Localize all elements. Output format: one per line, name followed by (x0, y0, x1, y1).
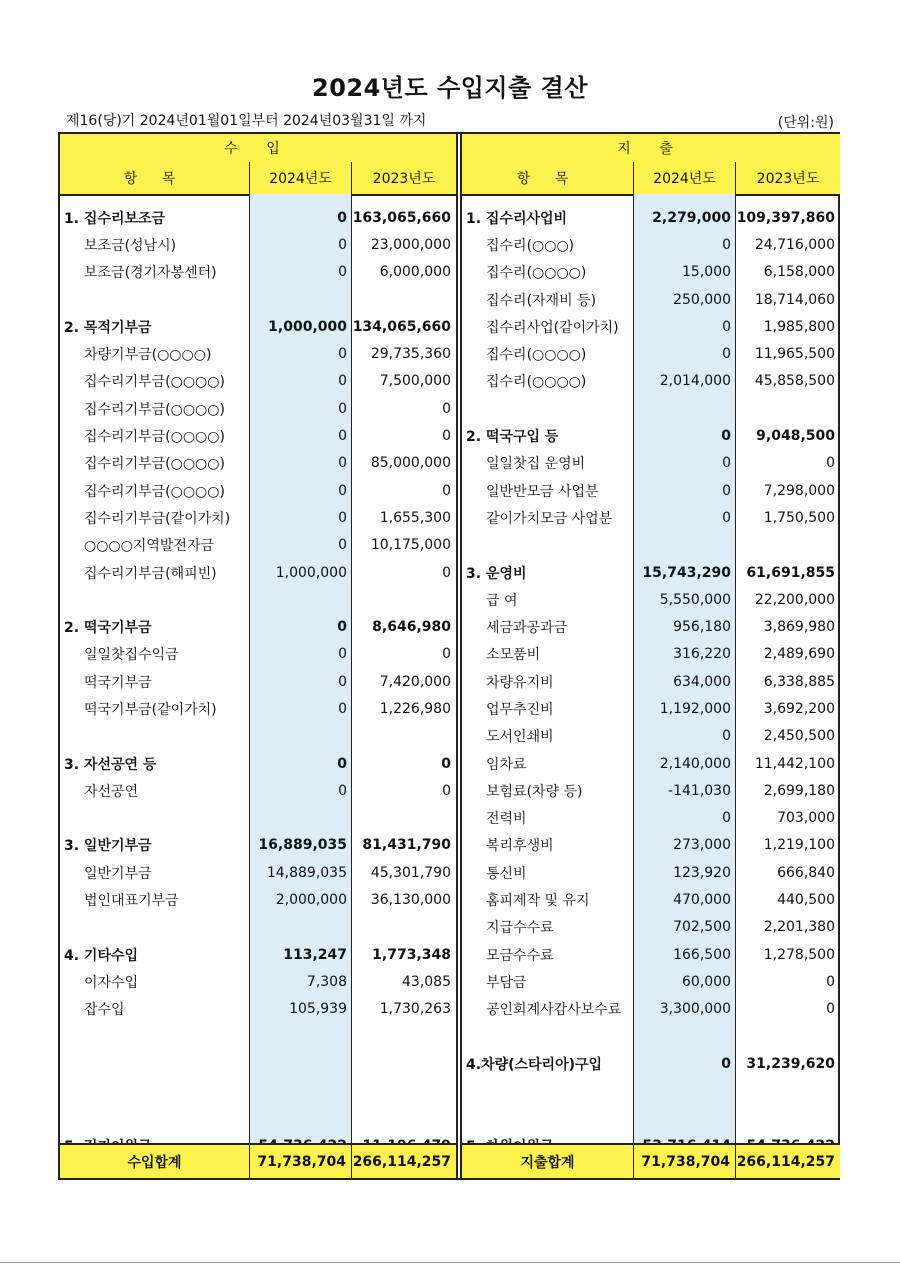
income-value-2023: 45,301,790 (370, 864, 451, 881)
expense-value-2023: 2,489,690 (763, 646, 835, 663)
expense-value-2023: 2,201,380 (763, 919, 835, 936)
expense-value-2023: 2,699,180 (763, 782, 835, 799)
income-value-2023: 7,500,000 (379, 373, 451, 390)
income-item-name: ○○○○지역발전자금 (84, 538, 215, 555)
income-row (60, 422, 456, 449)
expense-value-2024: 0 (722, 318, 731, 335)
income-section-header: 수 입 (60, 134, 456, 163)
expense-item-name: 통신비 (486, 865, 527, 882)
expense-total-2024: 71,738,704 (634, 1145, 736, 1178)
income-value-2024: 0 (337, 755, 347, 772)
income-value-2023: 0 (442, 564, 451, 581)
income-value-2024: 0 (338, 509, 347, 526)
income-row (60, 1078, 456, 1105)
income-value-2024: 0 (337, 209, 347, 226)
income-item-name: 집수리기부금(○○○○) (84, 401, 225, 418)
expense-value-2024: 0 (722, 728, 731, 745)
income-item-name: 집수리기부금(같이가치) (84, 510, 231, 527)
expense-item-name: 모금수수료 (486, 947, 554, 964)
income-row (60, 368, 456, 395)
expense-item-name: 전력비 (486, 811, 527, 828)
expense-value-2023: 440,500 (777, 892, 835, 909)
statement-table (58, 132, 840, 1180)
income-value-2023: 29,735,360 (370, 346, 451, 363)
expense-row (462, 996, 840, 1023)
income-item-name: 차량기부금(○○○○) (84, 347, 212, 364)
income-row (60, 941, 456, 968)
expense-row (462, 422, 840, 449)
expense-row (462, 941, 840, 968)
income-row (60, 1023, 456, 1050)
expense-item-name: 집수리(자재비 등) (486, 292, 597, 309)
income-row (60, 777, 456, 804)
expense-row (462, 1078, 840, 1105)
income-row (60, 886, 456, 913)
income-item-name: 집수리기부금(○○○○) (84, 374, 225, 391)
expense-row (462, 259, 840, 286)
period-text: 제16(당)기 2024년01월01일부터 2024년03월31일 까지 (66, 113, 427, 129)
income-header-2023: 2023년도 (372, 171, 436, 187)
expense-row (462, 395, 840, 422)
income-row (60, 805, 456, 832)
expense-row (462, 613, 840, 640)
expense-item-name: 집수리(○○○) (486, 237, 575, 254)
expense-item-name: 1. 집수리사업비 (466, 210, 568, 227)
expense-value-2023: 2,450,500 (763, 728, 835, 745)
income-value-2024: 0 (338, 455, 347, 472)
expense-value-2024: 0 (722, 482, 731, 499)
income-item-name: 2. 떡국기부금 (64, 620, 152, 637)
expense-value-2024: 2,279,000 (652, 209, 731, 226)
expense-value-2023: 0 (826, 455, 835, 472)
expense-value-2024: 0 (722, 346, 731, 363)
expense-value-2023: 666,840 (777, 864, 835, 881)
expense-item-name: 같이가치모금 사업분 (486, 510, 613, 527)
income-section (60, 134, 458, 1178)
expense-header-item: 항 목 (462, 162, 634, 194)
income-value-2024: 0 (338, 537, 347, 554)
expense-item-name: 일반반모금 사업분 (486, 483, 599, 500)
income-row (60, 613, 456, 640)
expense-item-name: 일일찻집 운영비 (486, 456, 586, 473)
income-value-2023: 81,431,790 (362, 837, 451, 854)
expense-value-2024: 273,000 (673, 837, 731, 854)
income-value-2024: 16,889,035 (258, 837, 347, 854)
income-item-name: 떡국기부금(같이가치) (84, 701, 217, 718)
income-value-2024: 0 (338, 700, 347, 717)
income-value-2024: 0 (337, 619, 347, 636)
income-row (60, 914, 456, 941)
expense-value-2023: 1,985,800 (763, 318, 835, 335)
income-row (60, 313, 456, 340)
income-value-2023: 0 (442, 782, 451, 799)
income-row (60, 1050, 456, 1077)
income-value-2023: 10,175,000 (370, 537, 451, 554)
expense-item-name: 업무추진비 (486, 701, 554, 718)
expense-row (462, 641, 840, 668)
income-row (60, 395, 456, 422)
expense-value-2023: 61,691,855 (746, 564, 835, 581)
income-header-2024: 2024년도 (250, 162, 352, 194)
expense-column-headers (462, 162, 840, 196)
expense-item-name: 보험료(차량 등) (486, 783, 583, 800)
expense-value-2024: 166,500 (673, 946, 731, 963)
expense-value-2023: 11,965,500 (754, 346, 835, 363)
income-value-2024: 0 (338, 646, 347, 663)
expense-item-name: 소모품비 (486, 647, 541, 664)
income-value-2023: 0 (441, 755, 451, 772)
expense-row (462, 477, 840, 504)
expense-row (462, 586, 840, 613)
income-value-2023: 0 (442, 482, 451, 499)
expense-row (462, 340, 840, 367)
expense-value-2024: 60,000 (682, 973, 731, 990)
income-row (60, 340, 456, 367)
income-value-2024: 0 (338, 673, 347, 690)
income-row (60, 231, 456, 258)
expense-value-2024: 634,000 (673, 673, 731, 690)
income-item-name: 집수리기부금(○○○○) (84, 456, 225, 473)
income-value-2023: 0 (442, 400, 451, 417)
expense-value-2024: 0 (721, 1055, 731, 1072)
expense-value-2023: 1,278,500 (763, 946, 835, 963)
income-value-2023: 1,730,263 (379, 1001, 451, 1018)
expense-header-2023: 2023년도 (756, 171, 820, 187)
expense-value-2023: 11,442,100 (754, 755, 835, 772)
expense-value-2024: 250,000 (673, 291, 731, 308)
expense-item-name: 지급수수료 (486, 920, 554, 937)
expense-value-2023: 6,158,000 (763, 264, 835, 281)
income-row (60, 695, 456, 722)
expense-value-2024: 470,000 (673, 892, 731, 909)
income-value-2023: 43,085 (402, 973, 451, 990)
expense-item-name: 급 여 (486, 592, 518, 609)
expense-item-name: 2. 떡국구입 등 (466, 429, 559, 446)
income-value-2024: 1,000,000 (275, 564, 347, 581)
expense-item-name: 집수리(○○○○) (486, 347, 587, 364)
expense-value-2023: 1,219,100 (763, 837, 835, 854)
income-value-2023: 7,420,000 (379, 673, 451, 690)
income-value-2023: 1,226,980 (379, 700, 451, 717)
expense-value-2024: 5,550,000 (659, 591, 731, 608)
income-item-name: 법인대표기부금 (84, 893, 179, 910)
expense-row (462, 832, 840, 859)
expense-row (462, 859, 840, 886)
income-value-2023: 134,065,660 (352, 318, 451, 335)
income-row (60, 586, 456, 613)
expense-header-2024: 2024년도 (634, 162, 736, 194)
income-item-name: 일일찻집수익금 (84, 647, 179, 664)
expense-value-2023: 22,200,000 (754, 591, 835, 608)
income-row (60, 668, 456, 695)
income-item-name: 집수리기부금(해피빈) (84, 565, 217, 582)
expense-row (462, 886, 840, 913)
expense-total-label: 지출합계 (462, 1145, 634, 1178)
income-row (60, 204, 456, 231)
expense-section-header: 지 출 (462, 134, 840, 163)
expense-item-name: 차량유지비 (486, 674, 554, 691)
income-row (60, 750, 456, 777)
income-item-name: 보조금(경기자봉센터) (84, 265, 217, 282)
expense-section (460, 134, 840, 1178)
income-value-2024: 0 (338, 236, 347, 253)
expense-value-2023: 0 (826, 1001, 835, 1018)
expense-row (462, 695, 840, 722)
expense-item-name: 공인회계사감사보수료 (486, 1002, 622, 1019)
income-row (60, 504, 456, 531)
expense-row (462, 1050, 840, 1077)
expense-value-2024: 316,220 (673, 646, 731, 663)
income-value-2023: 23,000,000 (370, 236, 451, 253)
expense-value-2023: 24,716,000 (754, 236, 835, 253)
expense-item-name: 복리후생비 (486, 838, 554, 855)
expense-value-2024: 702,500 (673, 919, 731, 936)
page-bottom-line (0, 1262, 900, 1263)
expense-value-2024: 15,743,290 (642, 564, 731, 581)
expense-value-2023: 0 (826, 973, 835, 990)
income-total-2024: 71,738,704 (250, 1145, 352, 1178)
income-row (60, 641, 456, 668)
income-row (60, 996, 456, 1023)
income-value-2024: 14,889,035 (266, 864, 347, 881)
expense-item-name: 집수리사업(같이가치) (486, 319, 619, 336)
expense-row (462, 450, 840, 477)
expense-value-2024: 956,180 (673, 619, 731, 636)
income-row (60, 559, 456, 586)
expense-value-2024: 0 (722, 455, 731, 472)
income-row (60, 1105, 456, 1132)
expense-row (462, 723, 840, 750)
income-item-name: 1. 집수리보조금 (64, 210, 166, 227)
income-header-item: 항 목 (60, 162, 250, 194)
income-item-name: 4. 기타수입 (64, 947, 139, 964)
expense-value-2023: 703,000 (777, 810, 835, 827)
expense-total-2023: 266,114,257 (736, 1153, 835, 1170)
expense-row (462, 668, 840, 695)
income-value-2024: 0 (338, 264, 347, 281)
income-value-2023: 1,655,300 (379, 509, 451, 526)
income-total-label: 수입합계 (60, 1145, 250, 1178)
expense-item-name: 임차료 (486, 756, 527, 773)
expense-item-name: 홈피제작 및 유지 (486, 893, 590, 910)
income-value-2024: 1,000,000 (268, 318, 347, 335)
income-value-2023: 6,000,000 (379, 264, 451, 281)
income-item-name: 집수리기부금(○○○○) (84, 483, 225, 500)
expense-value-2024: 3,300,000 (659, 1001, 731, 1018)
expense-value-2023: 45,858,500 (754, 373, 835, 390)
expense-item-name: 세금과공과금 (486, 620, 568, 637)
page-title: 2024년도 수입지출 결산 (312, 74, 588, 102)
expense-value-2024: 2,014,000 (659, 373, 731, 390)
expense-row (462, 1023, 840, 1050)
expense-value-2023: 7,298,000 (763, 482, 835, 499)
expense-value-2023: 31,239,620 (746, 1055, 835, 1072)
income-value-2024: 105,939 (289, 1001, 347, 1018)
expense-row (462, 532, 840, 559)
expense-item-name: 3. 운영비 (466, 565, 527, 582)
expense-value-2023: 3,692,200 (763, 700, 835, 717)
income-value-2023: 163,065,660 (352, 209, 451, 226)
income-value-2024: 0 (338, 782, 347, 799)
income-rows (60, 204, 456, 1159)
expense-row (462, 750, 840, 777)
expense-value-2023: 6,338,885 (763, 673, 835, 690)
income-item-name: 떡국기부금 (84, 674, 152, 691)
income-value-2024: 7,308 (306, 973, 347, 990)
income-item-name: 2. 목적기부금 (64, 319, 152, 336)
expense-value-2024: 123,920 (673, 864, 731, 881)
expense-row (462, 504, 840, 531)
income-item-name: 집수리기부금(○○○○) (84, 429, 225, 446)
expense-total-row (462, 1143, 840, 1178)
expense-row (462, 968, 840, 995)
expense-row (462, 1105, 840, 1132)
expense-value-2024: 1,192,000 (659, 700, 731, 717)
expense-item-name: 도서인쇄비 (486, 729, 554, 746)
income-row (60, 832, 456, 859)
income-value-2024: 0 (338, 428, 347, 445)
unit-text: (단위:원) (777, 115, 834, 131)
income-item-name: 일반기부금 (84, 865, 152, 882)
expense-value-2023: 9,048,500 (756, 428, 835, 445)
income-row (60, 723, 456, 750)
income-item-name: 잡수입 (84, 1002, 125, 1019)
income-item-name: 자선공연 (84, 783, 139, 800)
income-value-2024: 0 (338, 400, 347, 417)
income-item-name: 3. 자선공연 등 (64, 756, 157, 773)
income-value-2024: 2,000,000 (275, 892, 347, 909)
income-value-2023: 1,773,348 (372, 946, 451, 963)
expense-rows (462, 204, 840, 1159)
expense-value-2024: 15,000 (682, 264, 731, 281)
income-value-2024: 0 (338, 482, 347, 499)
income-row (60, 286, 456, 313)
expense-row (462, 368, 840, 395)
expense-item-name: 4.차량(스타리아)구입 (466, 1056, 603, 1073)
income-row (60, 450, 456, 477)
income-row (60, 477, 456, 504)
income-value-2023: 85,000,000 (370, 455, 451, 472)
expense-row (462, 805, 840, 832)
income-row (60, 259, 456, 286)
income-row (60, 532, 456, 559)
expense-item-name: 집수리(○○○○) (486, 374, 587, 391)
income-total-2023: 266,114,257 (352, 1153, 451, 1170)
income-value-2023: 0 (442, 646, 451, 663)
expense-row (462, 777, 840, 804)
expense-value-2024: 2,140,000 (659, 755, 731, 772)
expense-row (462, 286, 840, 313)
income-item-name: 3. 일반기부금 (64, 838, 152, 855)
expense-value-2024: -141,030 (668, 782, 731, 799)
expense-value-2023: 18,714,060 (754, 291, 835, 308)
income-value-2023: 36,130,000 (370, 892, 451, 909)
expense-row (462, 204, 840, 231)
income-row (60, 859, 456, 886)
expense-value-2024: 0 (721, 428, 731, 445)
expense-row (462, 313, 840, 340)
expense-row (462, 914, 840, 941)
expense-item-name: 집수리(○○○○) (486, 265, 587, 282)
expense-value-2023: 3,869,980 (763, 619, 835, 636)
income-item-name: 보조금(성남시) (84, 237, 177, 254)
expense-row (462, 231, 840, 258)
income-value-2024: 113,247 (283, 946, 347, 963)
income-item-name: 이자수입 (84, 974, 139, 991)
income-value-2023: 0 (442, 428, 451, 445)
income-value-2024: 0 (338, 346, 347, 363)
expense-value-2024: 0 (722, 810, 731, 827)
income-total-row (60, 1143, 456, 1178)
income-value-2023: 8,646,980 (372, 619, 451, 636)
income-row (60, 968, 456, 995)
income-column-headers (60, 162, 456, 196)
income-value-2024: 0 (338, 373, 347, 390)
expense-value-2024: 0 (722, 509, 731, 526)
expense-value-2024: 0 (722, 236, 731, 253)
expense-value-2023: 109,397,860 (736, 209, 835, 226)
expense-item-name: 부담금 (486, 974, 527, 991)
expense-row (462, 559, 840, 586)
expense-value-2023: 1,750,500 (763, 509, 835, 526)
